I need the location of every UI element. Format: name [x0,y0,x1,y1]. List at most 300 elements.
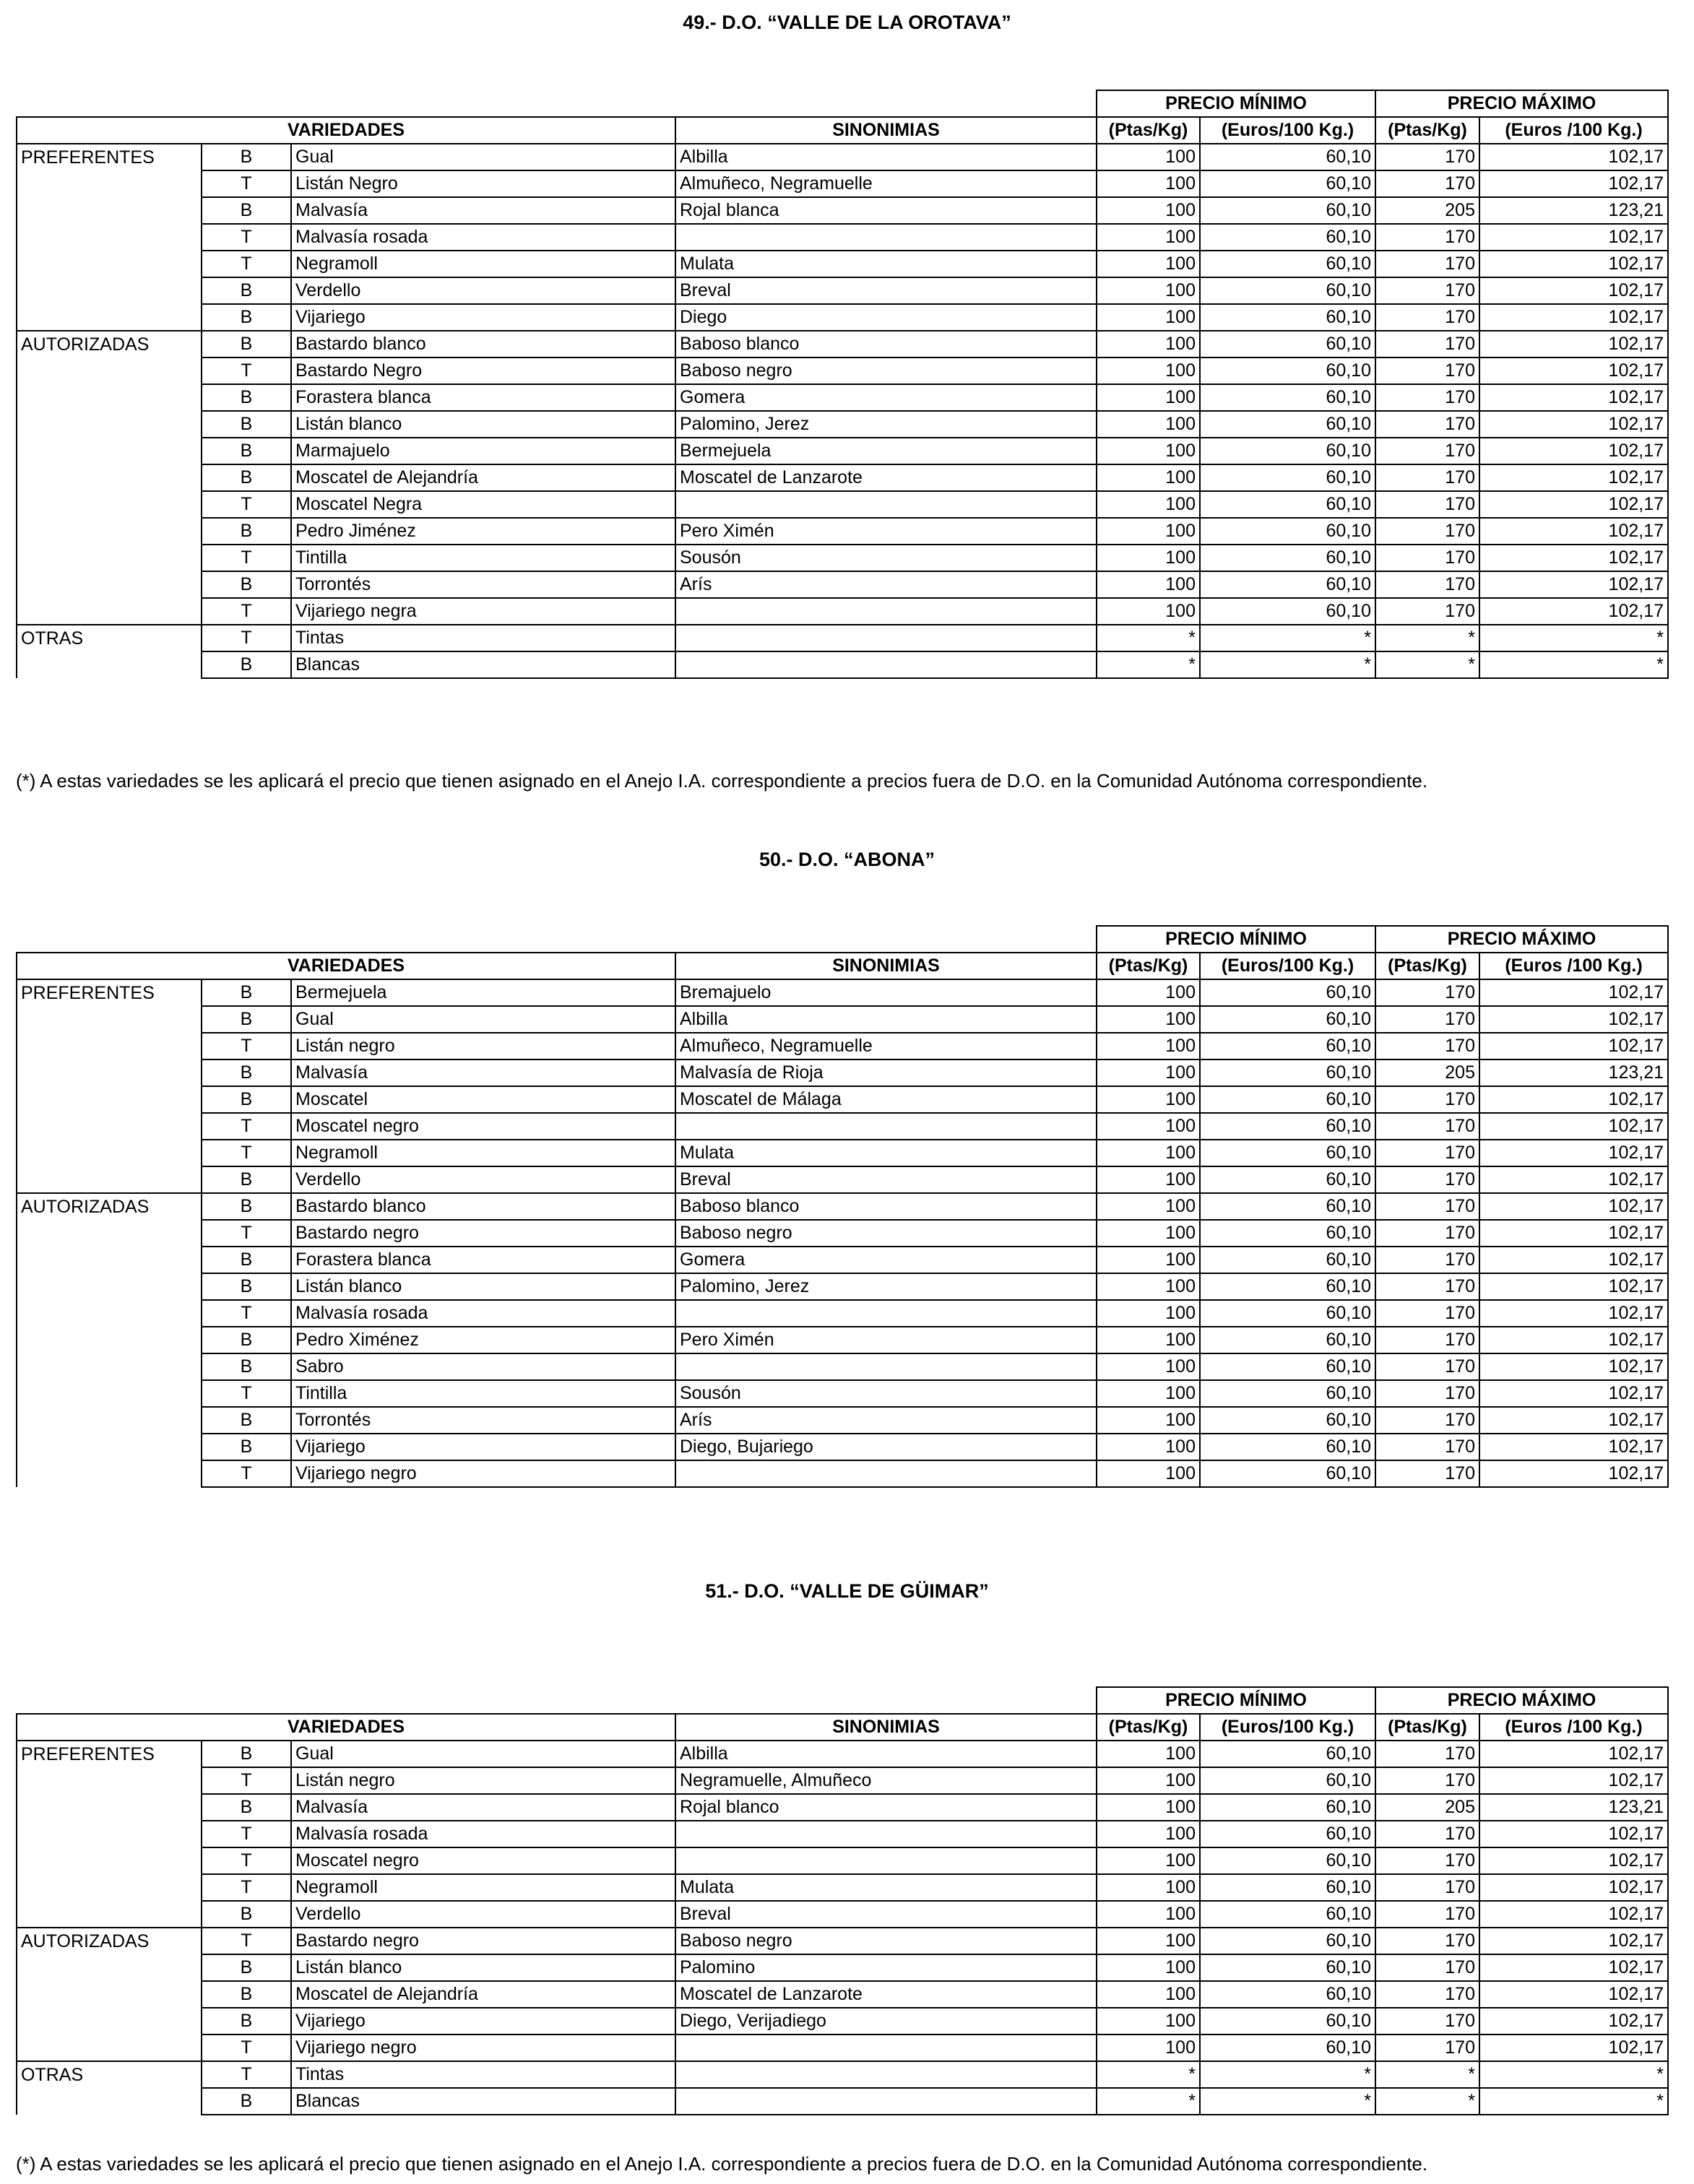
table-row [17,1273,1668,1300]
category-label: PREFERENTES [17,144,202,170]
min-price-euros: 60,10 [1200,1821,1375,1847]
min-price-ptas: 100 [1097,1353,1200,1380]
synonyms: Negramuelle, Almuñeco [675,1767,1097,1794]
min-price-ptas: 100 [1097,1006,1200,1033]
synonyms: Arís [675,571,1097,598]
min-price-euros: 60,10 [1200,438,1375,464]
min-price-ptas: 100 [1097,144,1200,170]
variety-name: Blancas [291,2088,675,2115]
color-code: T [202,1874,291,1901]
variety-name: Bermejuela [291,979,675,1006]
table-row [17,251,1668,277]
max-price-ptas: 170 [1375,1954,1479,1981]
header-ptas-max: (Ptas/Kg) [1375,1714,1479,1741]
table-row [17,651,1668,678]
synonyms: Baboso negro [675,1220,1097,1247]
max-price-euros: 102,17 [1479,144,1668,170]
table-row [17,144,1668,170]
color-code: T [202,1033,291,1060]
header-sinonimias: SINONIMIAS [675,953,1097,979]
min-price-euros: 60,10 [1200,1113,1375,1140]
synonyms: Gomera [675,1247,1097,1273]
synonyms: Almuñeco, Negramuelle [675,1033,1097,1060]
min-price-ptas: 100 [1097,1327,1200,1353]
synonyms: Mulata [675,1140,1097,1166]
synonyms: Sousón [675,545,1097,571]
synonyms [675,1847,1097,1874]
color-code: B [202,1060,291,1086]
variety-name: Gual [291,1741,675,1767]
max-price-euros: 102,17 [1479,1901,1668,1928]
min-price-ptas: 100 [1097,1060,1200,1086]
variety-name: Torrontés [291,571,675,598]
variety-name: Listán blanco [291,1273,675,1300]
table-row [17,2088,1668,2115]
variety-name: Verdello [291,1901,675,1928]
section-title-50: 50.- D.O. “ABONA” [759,849,935,870]
max-price-ptas: 170 [1375,1847,1479,1874]
color-code: T [202,1928,291,1954]
color-code: T [202,224,291,251]
variety-name: Bastardo blanco [291,1193,675,1220]
variety-name: Tintilla [291,545,675,571]
variety-name: Pedro Jiménez [291,518,675,545]
color-code: B [202,1247,291,1273]
header-precio-maximo: PRECIO MÁXIMO [1375,926,1668,953]
category-spacer [17,1821,202,1847]
category-spacer [17,1327,202,1353]
synonyms: Breval [675,1901,1097,1928]
table-row [17,1140,1668,1166]
variety-name: Vijariego [291,304,675,331]
header-ptas-min: (Ptas/Kg) [1097,1714,1200,1741]
category-spacer [17,411,202,438]
category-spacer [17,438,202,464]
synonyms: Arís [675,1407,1097,1434]
variety-name: Moscatel de Alejandría [291,464,675,491]
synonyms: Mulata [675,251,1097,277]
max-price-ptas: 170 [1375,1741,1479,1767]
category-spacer [17,651,202,678]
min-price-euros: 60,10 [1200,1847,1375,1874]
max-price-euros: 102,17 [1479,1928,1668,1954]
max-price-ptas: 170 [1375,1901,1479,1928]
color-code: B [202,438,291,464]
category-spacer [17,598,202,625]
max-price-euros: 102,17 [1479,1407,1668,1434]
variety-name: Moscatel negro [291,1113,675,1140]
variety-name: Listán negro [291,1767,675,1794]
variety-name: Tintas [291,2061,675,2088]
min-price-ptas: 100 [1097,1300,1200,1327]
max-price-ptas: 170 [1375,1140,1479,1166]
min-price-ptas: * [1097,2088,1200,2115]
color-code: B [202,1901,291,1928]
min-price-ptas: 100 [1097,251,1200,277]
variety-name: Blancas [291,651,675,678]
color-code: B [202,2088,291,2115]
min-price-euros: 60,10 [1200,1060,1375,1086]
max-price-euros: * [1479,2061,1668,2088]
max-price-ptas: 170 [1375,1300,1479,1327]
variety-name: Negramoll [291,251,675,277]
max-price-euros: 102,17 [1479,170,1668,197]
header-blank [17,90,1097,117]
table-row [17,1847,1668,1874]
max-price-ptas: 170 [1375,1220,1479,1247]
max-price-euros: 102,17 [1479,1460,1668,1487]
color-code: B [202,1166,291,1193]
min-price-ptas: 100 [1097,1981,1200,2008]
variety-name: Tintas [291,625,675,651]
max-price-ptas: 170 [1375,979,1479,1006]
min-price-euros: 60,10 [1200,1928,1375,1954]
variety-name: Malvasía [291,1794,675,1821]
min-price-ptas: 100 [1097,1821,1200,1847]
synonyms [675,625,1097,651]
header-euros-max: (Euros /100 Kg.) [1479,1714,1668,1741]
min-price-ptas: 100 [1097,2034,1200,2061]
color-code: B [202,1434,291,1460]
variety-name: Malvasía [291,1060,675,1086]
max-price-ptas: 170 [1375,1006,1479,1033]
table-row [17,1113,1668,1140]
synonyms: Sousón [675,1380,1097,1407]
max-price-ptas: 170 [1375,331,1479,358]
max-price-euros: 123,21 [1479,1060,1668,1086]
color-code: B [202,979,291,1006]
min-price-ptas: 100 [1097,1140,1200,1166]
min-price-euros: 60,10 [1200,1380,1375,1407]
synonyms: Almuñeco, Negramuelle [675,170,1097,197]
min-price-euros: 60,10 [1200,1353,1375,1380]
max-price-euros: 102,17 [1479,1767,1668,1794]
synonyms: Palomino, Jerez [675,411,1097,438]
category-spacer [17,1247,202,1273]
variety-name: Vijariego negra [291,598,675,625]
max-price-euros: 102,17 [1479,1434,1668,1460]
category-spacer [17,1060,202,1086]
max-price-ptas: 170 [1375,1380,1479,1407]
table-row [17,518,1668,545]
min-price-euros: 60,10 [1200,1220,1375,1247]
min-price-euros: 60,10 [1200,384,1375,411]
header-precio-minimo: PRECIO MÍNIMO [1097,1687,1375,1714]
color-code: T [202,251,291,277]
variety-name: Forastera blanca [291,384,675,411]
synonyms: Baboso blanco [675,1193,1097,1220]
max-price-ptas: 205 [1375,1794,1479,1821]
max-price-euros: 102,17 [1479,1874,1668,1901]
category-label: AUTORIZADAS [17,1193,202,1220]
category-spacer [17,358,202,384]
min-price-euros: * [1200,651,1375,678]
section-title-51: 51.- D.O. “VALLE DE GÜIMAR” [705,1580,989,1602]
max-price-ptas: 170 [1375,1821,1479,1847]
min-price-ptas: 100 [1097,1033,1200,1060]
min-price-ptas: 100 [1097,518,1200,545]
header-variedades: VARIEDADES [17,953,675,979]
min-price-euros: 60,10 [1200,304,1375,331]
min-price-euros: 60,10 [1200,251,1375,277]
max-price-ptas: 170 [1375,277,1479,304]
variety-name: Moscatel de Alejandría [291,1981,675,2008]
synonyms: Palomino, Jerez [675,1273,1097,1300]
min-price-euros: 60,10 [1200,197,1375,224]
category-spacer [17,464,202,491]
min-price-ptas: 100 [1097,1193,1200,1220]
max-price-euros: 102,17 [1479,1981,1668,2008]
max-price-ptas: 170 [1375,224,1479,251]
max-price-ptas: * [1375,625,1479,651]
category-spacer [17,1113,202,1140]
table-row [17,438,1668,464]
category-spacer [17,1874,202,1901]
category-label: OTRAS [17,2061,202,2088]
min-price-euros: 60,10 [1200,2008,1375,2034]
min-price-euros: 60,10 [1200,1767,1375,1794]
variety-name: Malvasía rosada [291,224,675,251]
min-price-euros: 60,10 [1200,545,1375,571]
max-price-euros: 102,17 [1479,464,1668,491]
min-price-euros: 60,10 [1200,358,1375,384]
max-price-euros: 102,17 [1479,251,1668,277]
min-price-euros: 60,10 [1200,1247,1375,1273]
max-price-euros: * [1479,651,1668,678]
min-price-ptas: 100 [1097,384,1200,411]
variety-name: Gual [291,144,675,170]
table-row [17,1741,1668,1767]
header-variedades: VARIEDADES [17,1714,675,1741]
synonyms: Pero Ximén [675,1327,1097,1353]
synonyms [675,598,1097,625]
min-price-euros: 60,10 [1200,170,1375,197]
color-code: T [202,2034,291,2061]
max-price-euros: 102,17 [1479,518,1668,545]
min-price-euros: 60,10 [1200,1981,1375,2008]
min-price-euros: * [1200,625,1375,651]
synonyms: Albilla [675,1006,1097,1033]
color-code: B [202,144,291,170]
max-price-euros: 102,17 [1479,545,1668,571]
min-price-ptas: 100 [1097,1434,1200,1460]
section-title-49: 49.- D.O. “VALLE DE LA OROTAVA” [683,12,1011,33]
min-price-ptas: 100 [1097,197,1200,224]
synonyms: Moscatel de Málaga [675,1086,1097,1113]
header-variedades: VARIEDADES [17,117,675,144]
min-price-ptas: 100 [1097,1874,1200,1901]
color-code: B [202,1981,291,2008]
synonyms: Diego, Bujariego [675,1434,1097,1460]
variety-name: Verdello [291,1166,675,1193]
table-row [17,1407,1668,1434]
max-price-euros: 102,17 [1479,1086,1668,1113]
min-price-euros: 60,10 [1200,331,1375,358]
header-precio-minimo: PRECIO MÍNIMO [1097,926,1375,953]
min-price-ptas: 100 [1097,304,1200,331]
category-spacer [17,1220,202,1247]
color-code: B [202,1006,291,1033]
table-row [17,979,1668,1006]
header-euros-min: (Euros/100 Kg.) [1200,953,1375,979]
category-spacer [17,491,202,518]
min-price-ptas: 100 [1097,1247,1200,1273]
variety-name: Vijariego negro [291,1460,675,1487]
table-row [17,1247,1668,1273]
min-price-euros: 60,10 [1200,1460,1375,1487]
category-spacer [17,518,202,545]
max-price-ptas: 170 [1375,1273,1479,1300]
max-price-ptas: 170 [1375,411,1479,438]
max-price-euros: 102,17 [1479,598,1668,625]
footnote-51: (*) A estas variedades se les aplicará el precio que tienen asignado en el Anejo I.A. correspondiente a precios fuera de D.O. en la Comunidad Autónoma correspondiente. [16,2153,1428,2175]
min-price-euros: 60,10 [1200,1086,1375,1113]
min-price-euros: 60,10 [1200,2034,1375,2061]
max-price-euros: 102,17 [1479,411,1668,438]
variety-name: Torrontés [291,1407,675,1434]
header-row-price-groups [17,926,1668,953]
table-row [17,545,1668,571]
color-code: T [202,1821,291,1847]
min-price-euros: 60,10 [1200,598,1375,625]
table-row [17,571,1668,598]
header-ptas-max: (Ptas/Kg) [1375,953,1479,979]
min-price-ptas: 100 [1097,331,1200,358]
min-price-euros: 60,10 [1200,464,1375,491]
min-price-euros: 60,10 [1200,491,1375,518]
variety-name: Moscatel negro [291,1847,675,1874]
category-spacer [17,1460,202,1487]
header-row-columns [17,117,1668,144]
category-spacer [17,1794,202,1821]
category-spacer [17,304,202,331]
max-price-euros: 102,17 [1479,1327,1668,1353]
category-spacer [17,2008,202,2034]
max-price-euros: 123,21 [1479,197,1668,224]
color-code: T [202,1767,291,1794]
category-label: PREFERENTES [17,979,202,1006]
variety-name: Listán blanco [291,1954,675,1981]
variety-name: Bastardo negro [291,1220,675,1247]
min-price-ptas: 100 [1097,979,1200,1006]
max-price-ptas: 170 [1375,1981,1479,2008]
table-row [17,1434,1668,1460]
table-row [17,1928,1668,1954]
color-code: B [202,1407,291,1434]
table-row [17,1460,1668,1487]
color-code: B [202,1086,291,1113]
header-precio-minimo: PRECIO MÍNIMO [1097,90,1375,117]
max-price-ptas: 170 [1375,2008,1479,2034]
header-sinonimias: SINONIMIAS [675,1714,1097,1741]
min-price-ptas: 100 [1097,224,1200,251]
min-price-euros: 60,10 [1200,1166,1375,1193]
min-price-ptas: 100 [1097,1460,1200,1487]
header-ptas-max: (Ptas/Kg) [1375,117,1479,144]
category-spacer [17,1353,202,1380]
color-code: B [202,384,291,411]
variety-name: Gual [291,1006,675,1033]
table-row [17,331,1668,358]
min-price-euros: 60,10 [1200,1006,1375,1033]
table-row [17,464,1668,491]
min-price-ptas: 100 [1097,1847,1200,1874]
synonyms: Bermejuela [675,438,1097,464]
category-spacer [17,277,202,304]
table-row [17,224,1668,251]
min-price-ptas: 100 [1097,1220,1200,1247]
synonyms: Baboso blanco [675,331,1097,358]
min-price-euros: 60,10 [1200,1794,1375,1821]
max-price-ptas: 170 [1375,1193,1479,1220]
table-row [17,491,1668,518]
table-row [17,384,1668,411]
variety-name: Sabro [291,1353,675,1380]
color-code: B [202,1741,291,1767]
variety-name: Marmajuelo [291,438,675,464]
max-price-euros: 102,17 [1479,384,1668,411]
synonyms: Rojal blanca [675,197,1097,224]
color-code: T [202,1460,291,1487]
min-price-ptas: 100 [1097,2008,1200,2034]
synonyms [675,1300,1097,1327]
table-row [17,625,1668,651]
color-code: T [202,358,291,384]
max-price-euros: 102,17 [1479,304,1668,331]
synonyms [675,224,1097,251]
color-code: B [202,1353,291,1380]
price-table-valle-de-la-orotava [16,90,1669,679]
table-row [17,2061,1668,2088]
header-row-price-groups [17,1687,1668,1714]
max-price-euros: 102,17 [1479,1140,1668,1166]
color-code: T [202,1300,291,1327]
color-code: T [202,491,291,518]
variety-name: Forastera blanca [291,1247,675,1273]
max-price-euros: 102,17 [1479,2034,1668,2061]
table-row [17,1300,1668,1327]
max-price-ptas: 170 [1375,358,1479,384]
synonyms: Breval [675,1166,1097,1193]
min-price-ptas: 100 [1097,1954,1200,1981]
table-row [17,1327,1668,1353]
synonyms: Pero Ximén [675,518,1097,545]
variety-name: Listán negro [291,1033,675,1060]
max-price-euros: 102,17 [1479,1954,1668,1981]
max-price-euros: 102,17 [1479,1193,1668,1220]
max-price-euros: 102,17 [1479,1166,1668,1193]
variety-name: Listán Negro [291,170,675,197]
table-row [17,1380,1668,1407]
max-price-euros: 102,17 [1479,438,1668,464]
min-price-ptas: 100 [1097,1928,1200,1954]
max-price-euros: 102,17 [1479,358,1668,384]
min-price-ptas: * [1097,2061,1200,2088]
synonyms [675,651,1097,678]
max-price-ptas: 205 [1375,197,1479,224]
category-spacer [17,1086,202,1113]
category-spacer [17,571,202,598]
header-ptas-min: (Ptas/Kg) [1097,953,1200,979]
max-price-euros: 102,17 [1479,1113,1668,1140]
max-price-ptas: 170 [1375,491,1479,518]
variety-name: Verdello [291,277,675,304]
header-euros-min: (Euros/100 Kg.) [1200,1714,1375,1741]
table-row [17,2034,1668,2061]
min-price-ptas: 100 [1097,1113,1200,1140]
category-spacer [17,1407,202,1434]
max-price-ptas: * [1375,2061,1479,2088]
